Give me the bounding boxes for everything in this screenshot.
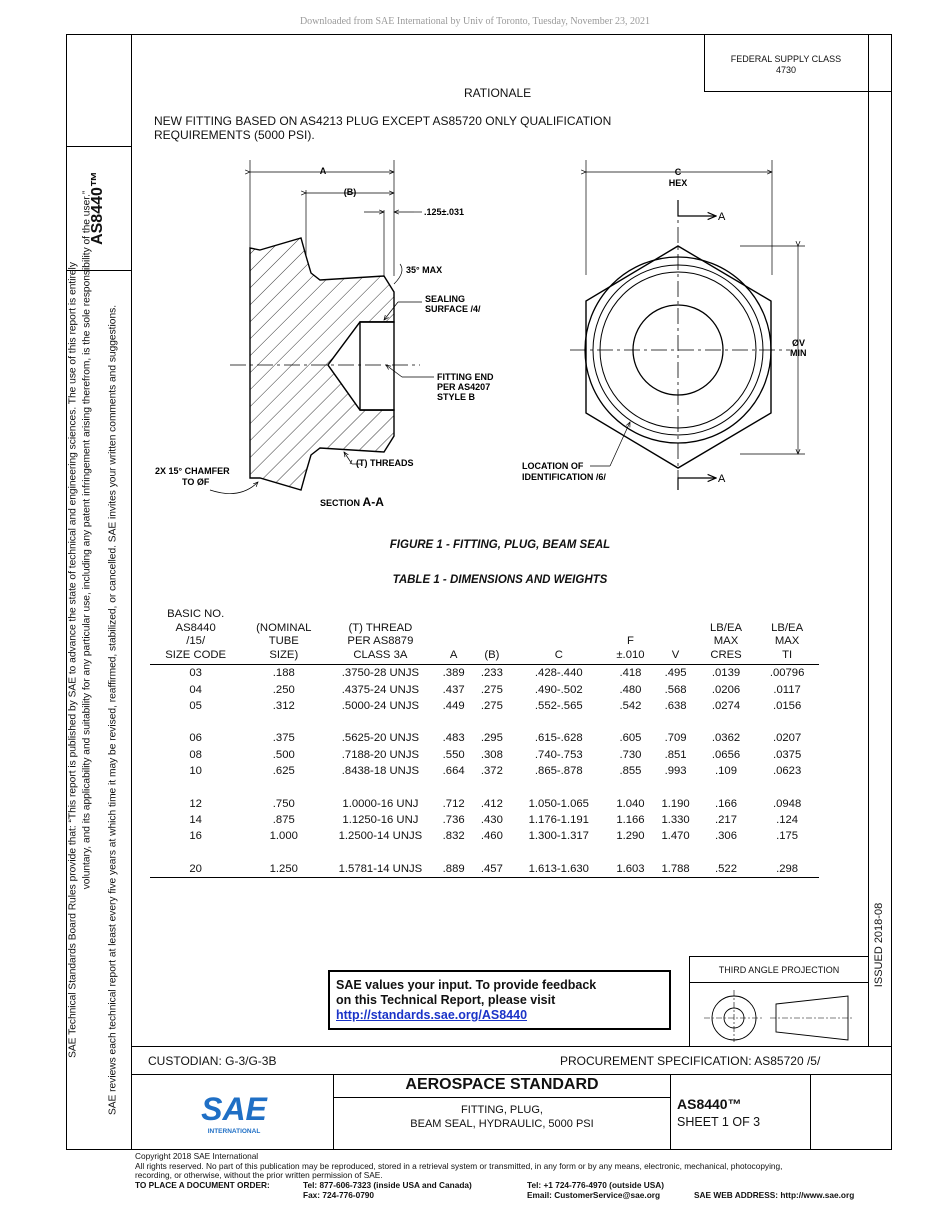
table-cell: .298: [755, 861, 819, 878]
column-header-line: BASIC NO.: [167, 608, 225, 620]
table-cell: .275: [480, 683, 503, 696]
table-cell: 12: [189, 797, 202, 810]
table-cell: 1.000: [269, 830, 298, 843]
column-header-line: V: [671, 648, 680, 661]
feedback-box: [328, 970, 671, 1030]
feedback-line-2: on this Technical Report, please visit: [336, 993, 556, 1007]
label-fitting-2: PER AS4207: [437, 382, 491, 392]
sae-logo: [196, 1090, 276, 1136]
tb-title-underline: [334, 1097, 670, 1098]
column-header: [607, 608, 655, 665]
table-cell: .4375-24 UNJS: [341, 683, 420, 696]
third-angle-projection-title: THIRD ANGLE PROJECTION: [718, 965, 840, 975]
frame-top: [66, 34, 892, 35]
table-cell: 1.250: [241, 861, 326, 878]
tb-mid: [131, 1074, 892, 1075]
table-cell: 05: [189, 699, 202, 712]
section-title: SECTION A-A: [320, 495, 384, 509]
table-cell: 1.176-1.191: [528, 813, 589, 826]
table-cell: .483: [442, 732, 465, 745]
dimensions-table: [150, 608, 819, 878]
column-header-line: TUBE: [268, 635, 299, 647]
table-cell: .615-.628: [534, 732, 583, 745]
label-location-2: IDENTIFICATION /6/: [522, 472, 606, 482]
table-cell: .0375: [772, 748, 802, 761]
column-header: [697, 608, 755, 665]
column-header-line: MAX: [713, 635, 739, 647]
table-cell: 16: [189, 830, 202, 843]
column-header-line: /15/: [186, 635, 206, 647]
table-cell: 1.5781-14 UNJS: [326, 861, 434, 878]
table-cell: .312: [272, 699, 295, 712]
label-v-2: MIN: [790, 348, 807, 358]
label-fitting-3: STYLE B: [437, 392, 476, 402]
column-header-line: ±.010: [616, 648, 645, 661]
table-cell: 1.050-1.065: [528, 797, 589, 810]
column-header: [326, 608, 434, 665]
table-cell: 1.040: [616, 797, 645, 810]
table-cell: .3750-28 UNJS: [341, 667, 420, 680]
table-cell: 1.788: [654, 861, 696, 878]
fsc-label: FEDERAL SUPPLY CLASS: [730, 54, 842, 64]
label-chamfer-1: 2X 15° CHAMFER: [155, 466, 230, 476]
feedback-line-1: SAE values your input. To provide feedback: [336, 978, 597, 992]
table-cell: .460: [480, 830, 503, 843]
table-cell: .740-.753: [534, 748, 583, 761]
table-cell: .166: [715, 797, 737, 810]
column-header-line: LB/EA: [709, 621, 743, 634]
table-cell: .605: [619, 732, 642, 745]
column-header: [654, 608, 696, 665]
label-max-angle: 35° MAX: [406, 265, 443, 275]
table-cell: .109: [715, 765, 737, 778]
column-header-line: A: [449, 648, 458, 661]
description-line-1: FITTING, PLUG,: [461, 1104, 543, 1116]
column-header-line: (NOMINAL: [256, 621, 312, 634]
table-cell: 10: [189, 765, 202, 778]
download-notice: Downloaded from SAE International by Univ of Toronto, Tuesday, November 23, 2021: [299, 16, 651, 27]
fsc-box-bottom: [704, 91, 892, 92]
figure-drawing: [140, 160, 840, 520]
custodian: CUSTODIAN: G-3/G-3B: [148, 1054, 277, 1068]
section-mark-top: A: [718, 211, 726, 223]
rationale-title: RATIONALE: [464, 86, 532, 100]
email: Email: CustomerService@sae.org: [527, 1189, 661, 1200]
table-cell: 1.330: [661, 813, 690, 826]
table-cell: .855: [619, 765, 642, 778]
column-header-line: CLASS 3A: [353, 648, 408, 661]
table-cell: 1.613-1.630: [511, 861, 607, 878]
description-line-2: BEAM SEAL, HYDRAULIC, 5000 PSI: [410, 1118, 594, 1130]
table-cell: 1.290: [616, 830, 645, 843]
table-cell: .875: [272, 813, 295, 826]
table-cell: 03: [189, 667, 202, 680]
rules-line-2: voluntary, and its applicability and suitability for any particular use, including any patent infringement arising therefrom, is the sole responsibility of the user.”: [81, 190, 93, 890]
label-a: A: [319, 166, 327, 176]
column-header-line: SIZE): [269, 648, 299, 661]
fsc-number: 4730: [775, 65, 797, 75]
column-header: [511, 608, 607, 665]
sidebar-code-box-top: [66, 146, 131, 147]
table-cell: 1.0000-16 UNJ: [342, 797, 419, 810]
label-chamfer-dim: .125±.031: [424, 207, 464, 217]
table-cell: .851: [664, 748, 687, 761]
table-cell: .430: [480, 813, 503, 826]
table-cell: .308: [480, 748, 503, 761]
table-cell: .0207: [772, 732, 802, 745]
figure-caption: FIGURE 1 - FITTING, PLUG, BEAM SEAL: [389, 539, 611, 551]
table-cell: .275: [480, 699, 503, 712]
table-caption: TABLE 1 - DIMENSIONS AND WEIGHTS: [392, 574, 608, 586]
column-header: [473, 608, 511, 665]
tel-outside: Tel: +1 724-776-4970 (outside USA): [527, 1179, 665, 1190]
tap-box-top: [689, 956, 869, 957]
review-line: SAE reviews each technical report at least every five years at which time it may be revised, reaffirmed, stabilized, or cancelled. SAE invites your written comments and suggestions.: [107, 304, 119, 1116]
table-cell: .437: [442, 683, 465, 696]
table-cell: .0206: [711, 683, 741, 696]
column-header-line: CRES: [710, 648, 742, 661]
label-b: (B): [343, 187, 357, 197]
column-header-line: (B): [484, 648, 500, 661]
table-cell: .490-.502: [534, 683, 583, 696]
svg-text:SAE: SAE: [201, 1091, 267, 1127]
group-spacer: [150, 714, 819, 730]
table-row: [150, 730, 819, 746]
table-cell: 20: [150, 861, 241, 878]
table-cell: .736: [442, 813, 465, 826]
table-cell: .217: [715, 813, 737, 826]
label-c: C: [674, 167, 682, 177]
sheet-number: SHEET 1 OF 3: [677, 1115, 761, 1129]
column-header-line: (T) THREAD: [348, 621, 413, 634]
table-cell: 1.2500-14 UNJS: [338, 830, 423, 843]
table-cell: .709: [664, 732, 687, 745]
table-cell: .0139: [711, 667, 741, 680]
group-spacer: [150, 779, 819, 795]
column-header-line: MAX: [774, 635, 800, 647]
sidebar-document-code: AS8440™: [89, 171, 106, 245]
table-cell: .175: [776, 830, 799, 843]
table-cell: .0362: [711, 732, 741, 745]
table-cell: 04: [189, 683, 202, 696]
spacer-cell: [150, 779, 819, 795]
column-header: [150, 608, 241, 665]
table-cell: .495: [664, 667, 687, 680]
column-header-line: TI: [782, 648, 793, 661]
table-cell: .865-.878: [534, 765, 583, 778]
label-hex: HEX: [668, 178, 688, 188]
column-header: [435, 608, 473, 665]
label-sealing-1: SEALING: [425, 294, 466, 304]
column-header-line: C: [554, 648, 563, 661]
table-row: [150, 795, 819, 811]
table-cell: .750: [272, 797, 295, 810]
rules-line-1: SAE Technical Standards Board Rules provide that: “This report is published by SAE to advance the state of technical and engineering sciences. The use of this report is entirely: [67, 262, 79, 1058]
table-cell: .0948: [772, 797, 802, 810]
footer: [135, 1152, 895, 1201]
table-cell: 06: [189, 732, 202, 745]
document-description: [334, 1103, 670, 1131]
table-cell: .993: [664, 765, 687, 778]
table-cell: .0156: [772, 699, 802, 712]
tb-divider-3: [810, 1074, 811, 1149]
tel-usa: Tel: 877-606-7323 (inside USA and Canada): [303, 1179, 472, 1190]
column-header: [241, 608, 326, 665]
fax: Fax: 724-776-0790: [303, 1189, 375, 1200]
svg-text:INTERNATIONAL: INTERNATIONAL: [207, 1128, 261, 1135]
table-cell: .550: [442, 748, 465, 761]
table-row: [150, 812, 819, 828]
column-header-line: AS8440: [175, 621, 216, 634]
table-cell: .375: [272, 732, 295, 745]
column-header-line: LB/EA: [771, 621, 804, 634]
table-cell: .0656: [711, 748, 741, 761]
table-row: [150, 828, 819, 844]
table-header-row: [150, 608, 819, 665]
table-row: [150, 698, 819, 714]
tb-divider-2: [670, 1074, 671, 1149]
order-info: [135, 1181, 895, 1201]
label-location-1: LOCATION OF: [522, 461, 584, 471]
table-cell: 1.190: [661, 797, 690, 810]
table-cell: .7188-20 UNJS: [341, 748, 420, 761]
table-cell: .412: [480, 797, 503, 810]
table-row: [150, 861, 819, 878]
table-cell: .552-.565: [534, 699, 583, 712]
group-spacer: [150, 845, 819, 861]
table-cell: .664: [442, 765, 465, 778]
label-v-1: ØV: [792, 338, 806, 348]
table-cell: .5625-20 UNJS: [341, 732, 420, 745]
table-cell: .457: [473, 861, 511, 878]
third-angle-projection-symbol: [700, 988, 860, 1044]
table-cell: .250: [272, 683, 295, 696]
table-cell: .542: [619, 699, 642, 712]
table-cell: .449: [442, 699, 465, 712]
table-cell: .625: [272, 765, 295, 778]
fsc-box-left: [704, 34, 705, 92]
table-cell: 1.1250-16 UNJ: [342, 813, 419, 826]
label-fitting-1: FITTING END: [437, 372, 494, 382]
table-cell: 14: [189, 813, 202, 826]
table-cell: .8438-18 UNJS: [341, 765, 420, 778]
section-mark-bottom: A: [718, 473, 726, 485]
table-cell: .372: [480, 765, 503, 778]
table-cell: 1.300-1.317: [528, 830, 589, 843]
table-cell: .188: [272, 667, 295, 680]
rights-line-1: All rights reserved. No part of this publication may be reproduced, stored in a retrieval system or transmitted, in any form or by any means, electronic, mechanical, photocopying,: [135, 1160, 783, 1171]
table-cell: .568: [664, 683, 687, 696]
spacer-cell: [150, 714, 819, 730]
table-cell: .428-.440: [534, 667, 583, 680]
table-cell: .638: [664, 699, 687, 712]
table-cell: .306: [715, 830, 737, 843]
table-row: [150, 763, 819, 779]
column-header-line: F: [627, 635, 634, 647]
table-row: [150, 681, 819, 697]
copyright: Copyright 2018 SAE International: [135, 1151, 259, 1161]
table-cell: .889: [435, 861, 473, 878]
table-cell: .00796: [769, 667, 805, 680]
label-sealing-2: SURFACE /4/: [425, 304, 481, 314]
standard-type: AEROSPACE STANDARD: [405, 1076, 599, 1093]
frame-right-outer: [891, 34, 892, 1150]
column-header-line: PER AS8879: [347, 635, 414, 647]
web-address: SAE WEB ADDRESS: http://www.sae.org: [694, 1189, 855, 1200]
table-cell: 1.166: [616, 813, 645, 826]
table-cell: .0274: [711, 699, 741, 712]
table-row: [150, 747, 819, 763]
table-cell: .418: [619, 667, 642, 680]
tap-box-divider: [689, 982, 869, 983]
federal-supply-class: [706, 54, 866, 76]
table-cell: .0623: [772, 765, 802, 778]
table-cell: .233: [480, 667, 503, 680]
table-cell: .0117: [773, 683, 801, 696]
bore: [360, 322, 394, 410]
frame-bottom: [66, 1149, 892, 1150]
table-row: [150, 665, 819, 682]
procurement-spec: PROCUREMENT SPECIFICATION: AS85720 /5/: [560, 1054, 821, 1068]
rationale-text: NEW FITTING BASED ON AS4213 PLUG EXCEPT AS85720 ONLY QUALIFICATION REQUIREMENTS (5000 PSI).: [154, 114, 612, 142]
tb-top: [131, 1046, 892, 1047]
title-block-code: AS8440™: [677, 1096, 742, 1112]
table-cell: .480: [619, 683, 642, 696]
sidebar-right-edge: [131, 34, 132, 1150]
table-cell: .295: [480, 732, 503, 745]
table-cell: 08: [189, 748, 202, 761]
table-cell: .730: [619, 748, 642, 761]
label-threads: (T) THREADS: [356, 458, 414, 468]
table-cell: .500: [272, 748, 295, 761]
column-header-line: SIZE CODE: [165, 648, 227, 661]
table-cell: .712: [442, 797, 465, 810]
column-header: [755, 608, 819, 665]
table-cell: .5000-24 UNJS: [341, 699, 420, 712]
issued-date: ISSUED 2018-08: [873, 902, 885, 988]
label-chamfer-2: TO ØF: [182, 477, 210, 487]
table-cell: .832: [442, 830, 465, 843]
table-cell: .389: [442, 667, 465, 680]
table-cell: 1.470: [661, 830, 690, 843]
table-cell: 1.603: [607, 861, 655, 878]
rights-line-2: recording, or otherwise, without the prior written permission of SAE.: [135, 1170, 383, 1181]
table-cell: .124: [776, 813, 799, 826]
feedback-link[interactable]: http://standards.sae.org/AS8440: [336, 1008, 528, 1022]
spacer-cell: [150, 845, 819, 861]
order-label: TO PLACE A DOCUMENT ORDER:: [135, 1179, 270, 1190]
table-cell: .522: [697, 861, 755, 878]
